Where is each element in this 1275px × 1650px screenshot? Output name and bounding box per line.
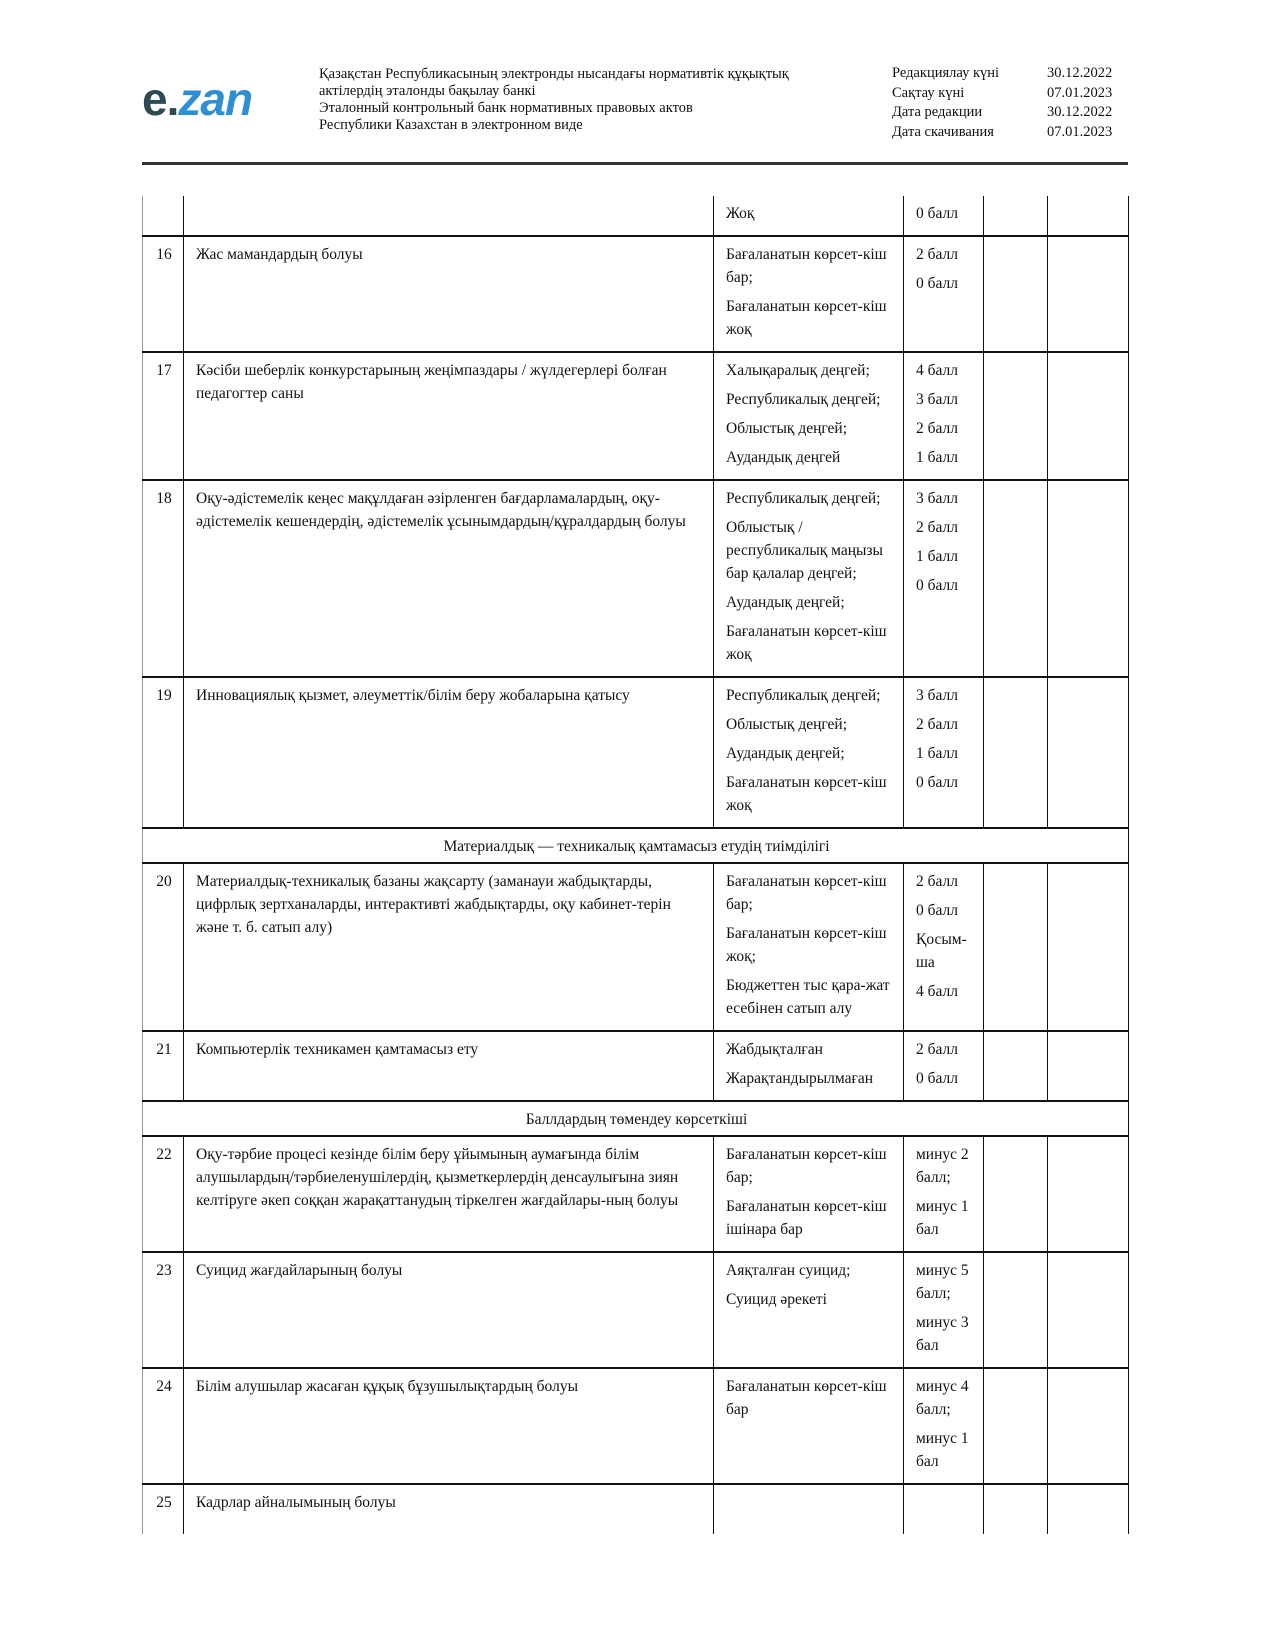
score: 2 балл [916, 246, 958, 263]
ezan-logo: e.zan [142, 73, 253, 125]
score: 0 балл [916, 205, 958, 222]
table-row [143, 1368, 1129, 1484]
criterion: Бюджеттен тыс қара-жат есебінен сатып алу [726, 977, 890, 1017]
table-row [143, 1136, 1129, 1252]
row-number: 22 [143, 1136, 184, 1252]
empty-cell [1048, 236, 1129, 352]
row-number: 16 [143, 236, 184, 352]
meta-value: 07.01.2023 [1047, 84, 1113, 101]
score: 2 балл [916, 873, 958, 890]
row-scores [904, 1031, 984, 1101]
row-criteria [714, 1031, 904, 1101]
criterion: Бағаланатын көрсет-кіш жоқ [726, 298, 887, 338]
empty-cell [984, 677, 1048, 828]
score: 2 балл [916, 420, 958, 437]
criterion: Бағаланатын көрсет-кіш бар; [726, 1146, 887, 1186]
criterion: Аудандық деңгей; [726, 594, 845, 611]
row-description: Білім алушылар жасаған құқық бұзушылықтардың болуы [184, 1368, 714, 1484]
score: Қосым-ша [916, 931, 967, 971]
meta-row [892, 123, 1137, 143]
empty-cell [984, 1031, 1048, 1101]
empty-cell [984, 352, 1048, 480]
empty-cell [984, 1252, 1048, 1368]
row-number: 25 [143, 1484, 184, 1534]
meta-row [892, 103, 1137, 123]
score: 3 балл [916, 490, 958, 507]
table-row [143, 1484, 1129, 1534]
empty-cell [984, 480, 1048, 677]
row-number: 17 [143, 352, 184, 480]
row-criteria [714, 352, 904, 480]
score: 2 балл [916, 519, 958, 536]
row-number [143, 196, 184, 236]
score: 0 балл [916, 1070, 958, 1087]
title-line: Эталонный контрольный банк нормативных правовых актов [319, 100, 693, 116]
empty-cell [1048, 480, 1129, 677]
score: 2 балл [916, 1041, 958, 1058]
score: 4 балл [916, 983, 958, 1000]
title-line: Қазақстан Республикасының электронды нысандағы нормативтік құқықтық [319, 66, 789, 82]
empty-cell [984, 236, 1048, 352]
score: 1 балл [916, 548, 958, 565]
section-row [143, 828, 1129, 863]
table-row [143, 863, 1129, 1031]
criterion: Облыстық / республикалық маңызы бар қалалар деңгей; [726, 519, 883, 582]
criterion: Бағаланатын көрсет-кіш жоқ [726, 623, 887, 663]
row-scores [904, 1368, 984, 1484]
score: 1 балл [916, 745, 958, 762]
criterion: Жарақтандырылмаған [726, 1070, 873, 1087]
empty-cell [1048, 196, 1129, 236]
table-row [143, 352, 1129, 480]
empty-cell [1048, 1136, 1129, 1252]
empty-cell [984, 1368, 1048, 1484]
criterion: Бағаланатын көрсет-кіш бар; [726, 873, 887, 913]
table-row [143, 677, 1129, 828]
row-criteria [714, 863, 904, 1031]
row-number: 24 [143, 1368, 184, 1484]
row-scores [904, 236, 984, 352]
score: минус 5 балл; [916, 1262, 969, 1302]
score: 0 балл [916, 577, 958, 594]
empty-cell [1048, 1031, 1129, 1101]
table-row [143, 236, 1129, 352]
table-row [143, 196, 1129, 236]
row-scores [904, 352, 984, 480]
section-row [143, 1101, 1129, 1136]
criterion: Облыстық деңгей; [726, 420, 848, 437]
row-description: Суицид жағдайларының болуы [184, 1252, 714, 1368]
meta-label: Редакциялау күні [892, 65, 1000, 81]
document-header [142, 62, 1128, 162]
row-criteria [714, 1136, 904, 1252]
score: минус 3 бал [916, 1314, 969, 1354]
table-row [143, 480, 1129, 677]
row-scores [904, 1136, 984, 1252]
row-description: Кадрлар айналымының болуы [184, 1484, 714, 1534]
meta-label: Сақтау күні [892, 84, 965, 101]
table-row [143, 1252, 1129, 1368]
title-line: Республики Казахстан в электронном виде [319, 117, 583, 133]
score: 3 балл [916, 391, 958, 408]
criterion: Бағаланатын көрсет-кіш жоқ [726, 774, 887, 814]
criterion: Бағаланатын көрсет-кіш бар; [726, 246, 887, 286]
row-number: 19 [143, 677, 184, 828]
table-row [143, 1031, 1129, 1101]
empty-cell [1048, 352, 1129, 480]
empty-cell [1048, 677, 1129, 828]
meta-row [892, 64, 1137, 84]
row-number: 18 [143, 480, 184, 677]
score: 0 балл [916, 902, 958, 919]
section-heading: Баллдардың төмендеу көрсеткіші [143, 1101, 1129, 1136]
criterion: Бағаланатын көрсет-кіш жоқ; [726, 925, 887, 965]
empty-cell [984, 1484, 1048, 1534]
score: 0 балл [916, 275, 958, 292]
criterion: Аудандық деңгей [726, 449, 841, 466]
criterion: Аудандық деңгей; [726, 745, 845, 762]
header-meta [892, 64, 1137, 142]
score: минус 1 бал [916, 1430, 969, 1470]
row-number: 21 [143, 1031, 184, 1101]
row-scores [904, 1484, 984, 1534]
row-scores [904, 677, 984, 828]
empty-cell [1048, 863, 1129, 1031]
empty-cell [984, 863, 1048, 1031]
row-number: 23 [143, 1252, 184, 1368]
row-criteria [714, 1484, 904, 1534]
score: минус 1 бал [916, 1198, 969, 1238]
row-scores [904, 1252, 984, 1368]
empty-cell [984, 196, 1048, 236]
row-description: Жас мамандардың болуы [184, 236, 714, 352]
criterion: Облыстық деңгей; [726, 716, 848, 733]
row-criteria [714, 677, 904, 828]
empty-cell [1048, 1368, 1129, 1484]
empty-cell [984, 1136, 1048, 1252]
meta-value: 07.01.2023 [1047, 123, 1113, 140]
criterion: Жабдықталған [726, 1041, 823, 1058]
score: 4 балл [916, 362, 958, 379]
meta-value: 30.12.2022 [1047, 104, 1113, 120]
row-description: Кәсіби шеберлік конкурстарының жеңімпаздары / жүлдегерлері болған педагогтер саны [184, 352, 714, 480]
criterion: Бағаланатын көрсет-кіш ішінара бар [726, 1198, 887, 1238]
criterion: Республикалық деңгей; [726, 687, 881, 704]
empty-cell [1048, 1252, 1129, 1368]
meta-row [892, 84, 1137, 104]
row-criteria [714, 236, 904, 352]
criterion: Жоқ [726, 205, 755, 222]
row-description: Оқу-тәрбие процесі кезінде білім беру ұйымының аумағында білім алушылардың/тәрбиеленушілердің, қызметкерлердің денсаулығына зиян келтіруге әкеп соққан жарақаттанудың тіркелген жағдайлары-ның болуы [184, 1136, 714, 1252]
criterion: Халықаралық деңгей; [726, 362, 870, 379]
row-criteria [714, 196, 904, 236]
title-line: актілердің эталонды бақылау банкі [319, 83, 536, 99]
row-criteria [714, 1252, 904, 1368]
score: минус 2 балл; [916, 1146, 969, 1186]
score: 0 балл [916, 774, 958, 791]
score: 1 балл [916, 449, 958, 466]
row-number: 20 [143, 863, 184, 1031]
criterion: Аяқталған суицид; [726, 1262, 851, 1279]
empty-cell [1048, 1484, 1129, 1534]
criterion: Республикалық деңгей; [726, 391, 881, 408]
meta-label: Дата редакции [892, 104, 983, 120]
row-description: Материалдық-техникалық базаны жақсарту (заманауи жабдықтарды, цифрлық зертханаларды, интерактивті жабдықтарды, оқу кабинет-терін және т. б. сатып алу) [184, 863, 714, 1031]
row-criteria [714, 480, 904, 677]
row-scores [904, 863, 984, 1031]
meta-label: Дата скачивания [892, 123, 994, 140]
row-scores [904, 196, 984, 236]
score: 3 балл [916, 687, 958, 704]
row-criteria [714, 1368, 904, 1484]
row-description: Оқу-әдістемелік кеңес мақұлдаған әзірленген бағдарламалардың, оқу-әдістемелік кешендердің, әдістемелік ұсынымдардың/құралдардың болуы [184, 480, 714, 677]
criterion: Суицид әрекеті [726, 1291, 827, 1308]
row-description: Инновациялық қызмет, әлеуметтік/білім беру жобаларына қатысу [184, 677, 714, 828]
row-description [184, 196, 714, 236]
criterion: Бағаланатын көрсет-кіш бар [726, 1378, 887, 1418]
score: 2 балл [916, 716, 958, 733]
score: минус 4 балл; [916, 1378, 969, 1418]
criterion: Республикалық деңгей; [726, 490, 881, 507]
header-title [319, 66, 859, 134]
row-description: Компьютерлік техникамен қамтамасыз ету [184, 1031, 714, 1101]
header-divider [142, 162, 1128, 165]
criteria-table [142, 196, 1129, 1534]
section-heading: Материалдық — техникалық қамтамасыз етудің тиімділігі [143, 828, 1129, 863]
meta-value: 30.12.2022 [1047, 65, 1113, 81]
row-scores [904, 480, 984, 677]
